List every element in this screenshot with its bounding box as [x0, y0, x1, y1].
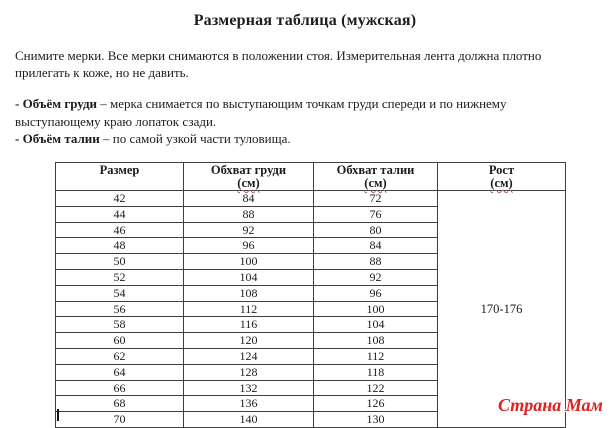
table-cell: 132 — [184, 380, 314, 396]
size-table — [55, 162, 566, 428]
table-cell: 62 — [56, 348, 184, 364]
table-cell: 88 — [184, 206, 314, 222]
table-cell: 80 — [314, 222, 438, 238]
note-chest — [15, 95, 595, 130]
table-cell: 48 — [56, 238, 184, 254]
table-row — [56, 191, 566, 207]
intro-paragraph: Снимите мерки. Все мерки снимаются в положении стоя. Измерительная лента должна плотно прилегать к коже, но не давить. — [15, 48, 542, 80]
height-merged-cell: 170-176 — [438, 191, 566, 428]
table-cell: 124 — [184, 348, 314, 364]
col-header-waist-label: Обхват талии — [336, 163, 415, 177]
note-chest-text: – мерка снимается по выступающим точкам груди спереди и по нижнему выступающему краю лопаток сзади. — [15, 96, 507, 129]
table-cell: 104 — [314, 317, 438, 333]
table-cell: 130 — [314, 412, 438, 428]
col-header-height-label: Рост — [488, 163, 515, 177]
table-cell: 108 — [184, 285, 314, 301]
page-title: Размерная таблица (мужская) — [193, 12, 417, 29]
table-cell: 96 — [314, 285, 438, 301]
table-cell: 50 — [56, 254, 184, 270]
table-cell: 84 — [184, 191, 314, 207]
col-header-size-label: Размер — [99, 163, 140, 177]
table-cell: 60 — [56, 333, 184, 349]
paragraph-mark — [57, 409, 59, 421]
site-watermark: Страна Мам — [498, 395, 603, 415]
table-cell: 58 — [56, 317, 184, 333]
table-cell: 100 — [184, 254, 314, 270]
table-cell: 92 — [184, 222, 314, 238]
table-cell: 126 — [314, 396, 438, 412]
table-cell: 44 — [56, 206, 184, 222]
note-waist-term: - Объём талии — [15, 131, 100, 146]
note-waist-text: – по самой узкой части туловища. — [99, 131, 291, 146]
col-header-waist-unit: (см) — [364, 176, 387, 190]
table-body — [56, 191, 566, 428]
col-header-size-unit — [56, 177, 183, 190]
table-cell: 56 — [56, 301, 184, 317]
table-cell: 46 — [56, 222, 184, 238]
table-cell: 92 — [314, 269, 438, 285]
note-chest-term: - Объём груди — [15, 96, 98, 111]
table-cell: 120 — [184, 333, 314, 349]
note-waist — [15, 130, 595, 148]
col-header-height — [438, 163, 566, 191]
table-cell: 100 — [314, 301, 438, 317]
table-cell: 140 — [184, 412, 314, 428]
table-cell: 76 — [314, 206, 438, 222]
table-cell: 96 — [184, 238, 314, 254]
table-cell: 116 — [184, 317, 314, 333]
table-cell: 122 — [314, 380, 438, 396]
col-header-size — [56, 163, 184, 191]
table-cell: 112 — [314, 348, 438, 364]
table-cell: 104 — [184, 269, 314, 285]
table-cell: 68 — [56, 396, 184, 412]
col-header-waist — [314, 163, 438, 191]
col-header-chest-label: Обхват груди — [210, 163, 287, 177]
table-cell: 108 — [314, 333, 438, 349]
col-header-chest — [184, 163, 314, 191]
table-cell: 42 — [56, 191, 184, 207]
table-cell: 72 — [314, 191, 438, 207]
table-cell: 118 — [314, 364, 438, 380]
header-row — [56, 163, 566, 191]
table-cell: 136 — [184, 396, 314, 412]
col-header-height-unit: (см) — [490, 176, 513, 190]
col-header-chest-unit: (см) — [237, 176, 260, 190]
measurement-notes — [15, 95, 595, 148]
table-cell: 88 — [314, 254, 438, 270]
table-cell: 128 — [184, 364, 314, 380]
table-cell: 54 — [56, 285, 184, 301]
table-cell: 52 — [56, 269, 184, 285]
table-cell: 70 — [56, 412, 184, 428]
table-cell: 66 — [56, 380, 184, 396]
table-cell: 84 — [314, 238, 438, 254]
table-cell: 64 — [56, 364, 184, 380]
table-cell: 112 — [184, 301, 314, 317]
